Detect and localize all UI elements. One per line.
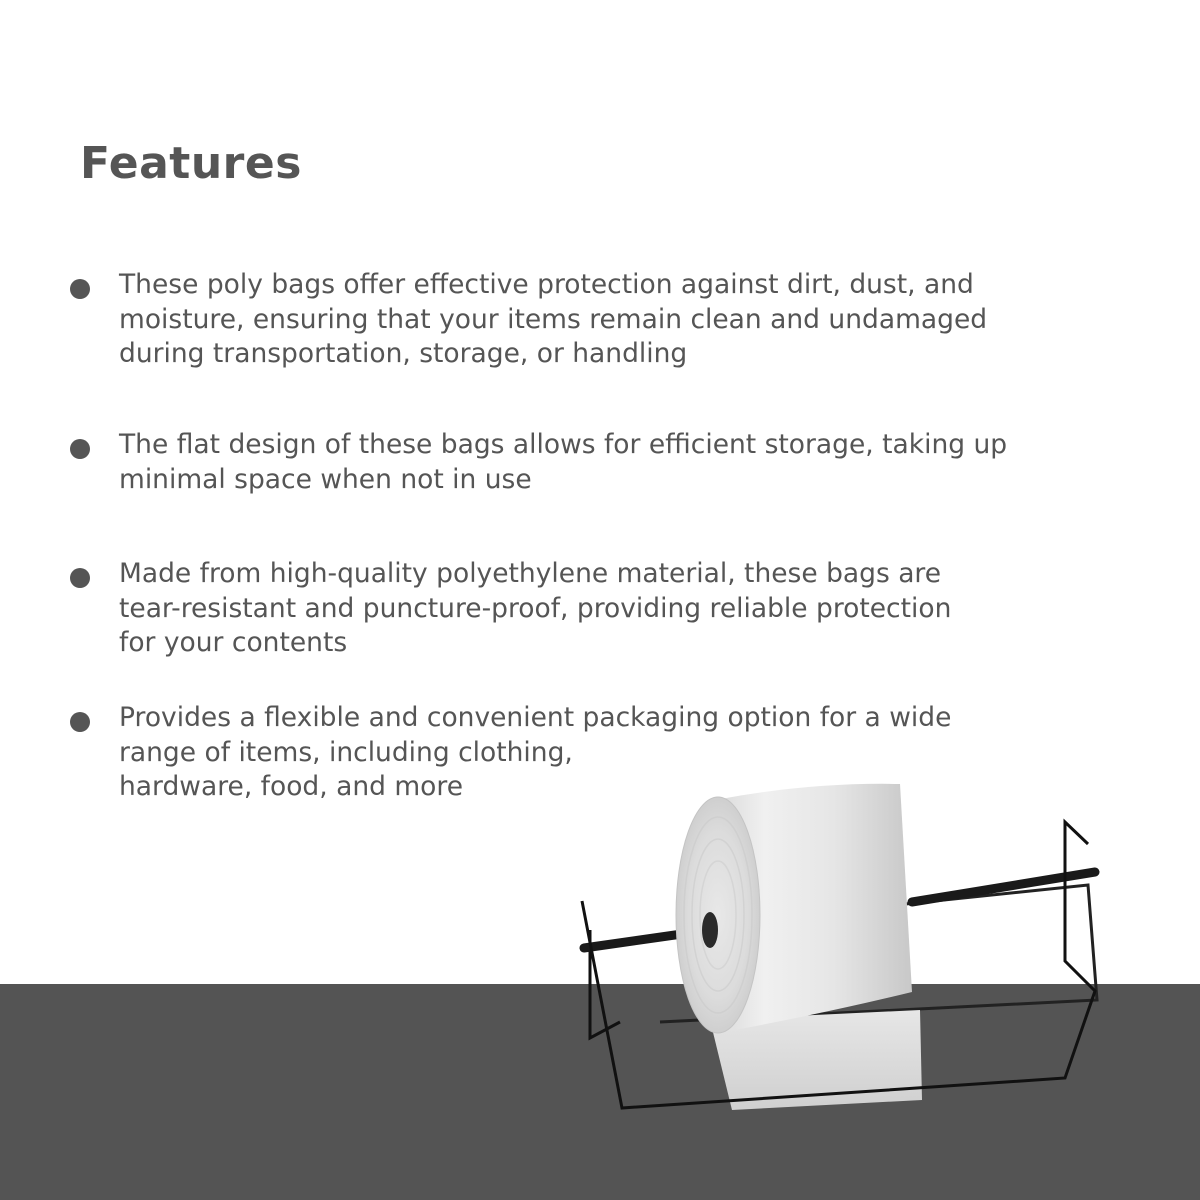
feature-text: The flat design of these bags allows for efficient storage, taking up minimal space when not in use — [119, 429, 1008, 495]
bullet-icon — [70, 712, 90, 732]
poly-roll-dispenser-image — [560, 760, 1120, 1140]
bullet-icon — [70, 439, 90, 459]
feature-text: Made from high-quality polyethylene material, these bags are tear-resistant and puncture-proof, providing reliable protection for your contents — [119, 558, 952, 658]
feature-text: Provides a flexible and convenient packaging option for a wide range of items, including clothing, hardware, food, and more — [119, 702, 952, 802]
bullet-icon — [70, 279, 90, 299]
feature-text: These poly bags offer effective protection against dirt, dust, and moisture, ensuring that your items remain clean and undamaged during transportation, storage, or handling — [119, 269, 988, 369]
bullet-icon — [70, 568, 90, 588]
page-title: Features — [80, 138, 302, 189]
